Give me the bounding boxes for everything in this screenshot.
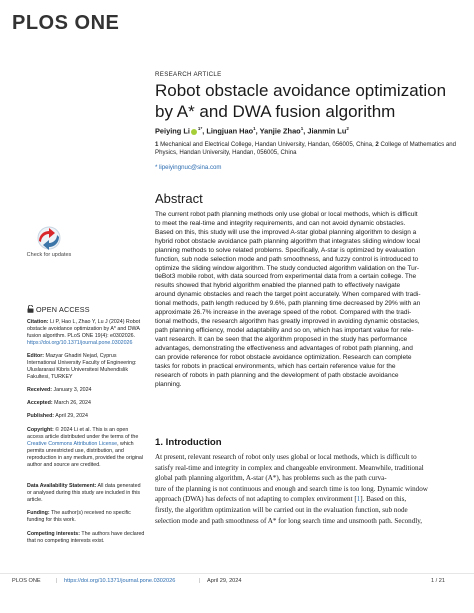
published-block (27, 413, 145, 420)
funding-text: The author(s) received no specific funding for this work. (27, 510, 131, 524)
article-title: Robot obstacle avoidance optimization by A* and DWA fusion algorithm (155, 81, 447, 121)
intro-line (155, 494, 460, 505)
editor-text: Mazyar Ghadiri Nejad, Cyprus International University Faculty of Engineering: Uluslararasi Kibris Universitesi Muhendislik Fakultesi, TURKEY (27, 353, 137, 381)
abstract-line: approximate 26.7% increase in the average speed of the robot. Compared with the tradi- (155, 309, 412, 317)
affiliation-marker: 1 (253, 126, 256, 131)
citation-doi-link[interactable]: https://doi.org/10.1371/journal.pone.0302026 (27, 340, 133, 347)
data-availability-text: All data generated or analysed during this study are included in this article. (27, 483, 141, 504)
abstract-line: tional methods, path length reduced by 9.6%, path planning time decreased by 29% with an (155, 300, 421, 308)
editor-label: Editor: (27, 353, 45, 359)
citation-text: Li P, Hao L, Zhao Y, Lu J (2024) Robot obstacle avoidance optimization by A* and DWA fusion algorithm. PLoS ONE 19(4): e0302026. (27, 319, 141, 340)
author-separator: , (303, 126, 308, 136)
author-name[interactable]: Peiying Li (155, 126, 190, 136)
citation-label: Citation: (27, 319, 49, 325)
check-for-updates-label[interactable]: Check for updates (26, 252, 72, 258)
author-separator: , (202, 126, 207, 136)
abstract-line: tleBot3 mobile robot, with data sourced from experimental data from a certain college. The (155, 273, 417, 281)
abstract-line: planning methods to solve related problems. Specifically, A-star is optimized by evaluation (155, 246, 416, 254)
affiliation-marker: 1 (300, 126, 304, 131)
footer-separator: | (199, 578, 201, 584)
footer-divider (0, 573, 474, 574)
data-availability-block (27, 483, 145, 504)
footer-date: April 29, 2024 (207, 578, 242, 584)
competing-interests-text: The authors have declared that no competing interests exist. (27, 531, 145, 545)
license-link[interactable]: Creative Commons Attribution License (27, 441, 118, 448)
received-block (27, 387, 145, 394)
abstract-line: can provide reference for robot obstacle avoidance optimization. Research can complete (155, 353, 412, 361)
citation-block (27, 319, 145, 347)
abstract-line: hybrid robot obstacle avoidance path planning algorithm that integrates sliding window local (155, 237, 420, 245)
author-separator: , (255, 126, 260, 136)
affiliation-text: College of Mathematics and Physics, Handan University, Handan, 056005, China (155, 141, 457, 157)
competing-interests-label: Competing interests: (27, 531, 80, 537)
orcid-icon[interactable] (191, 129, 197, 135)
introduction-heading: 1. Introduction (155, 437, 222, 448)
footer-journal: PLOS ONE (12, 578, 41, 584)
abstract-line: to meet the real-time and integrity requirements, and can not avoid dynamic obstacles. (155, 219, 406, 227)
published-date: April 29, 2024 (54, 413, 88, 419)
abstract-body (155, 211, 460, 389)
abstract-line: function, sub node selection mode and path smoothness, and fuzzy control is introduced to (155, 255, 419, 263)
open-lock-icon (27, 305, 34, 313)
competing-interests-block (27, 531, 145, 545)
copyright-block (27, 427, 145, 470)
abstract-line: tasks for robots in practical environments, which has certain reference value for the (155, 362, 396, 370)
abstract-line: The current robot path planning methods only use global or local methods, which is difficult (155, 211, 418, 218)
accepted-date: March 26, 2024 (52, 400, 91, 406)
abstract-line: research of robots in path planning and the development of path obstacle avoidance (155, 371, 399, 379)
funding-block (27, 510, 145, 524)
introduction-body (155, 452, 460, 526)
affiliation-marker: 2 (346, 126, 349, 131)
intro-line: selection mode and path smoothness of A* for long search time and unsmooth path. Secondly, (155, 516, 423, 525)
accepted-block (27, 400, 145, 407)
affiliations (155, 141, 460, 158)
copyright-text: © 2024 Li et al. This is an open access article distributed under the terms of the (27, 427, 139, 441)
footer-separator: | (56, 578, 58, 584)
footer-page-number: 1 / 21 (431, 578, 445, 584)
abstract-line: advantages, demonstrating the effectiveness and advantages of robot path planning, and (155, 344, 413, 352)
received-date: January 3, 2024 (52, 387, 92, 393)
intro-line: At present, relevant research of robot only uses global or local methods, which is difficult to (155, 453, 417, 461)
published-label: Published: (27, 413, 55, 419)
abstract-line: vant research. It can be seen that the algorithm proposed in the study has performance (155, 335, 408, 343)
corresponding-marker: * (200, 126, 203, 131)
affiliation-marker: 1 (197, 126, 201, 131)
intro-text: ]. Based on this, (360, 495, 407, 504)
abstract-line: path planning efficiency, model adaptability and so on, which has important value for rele- (155, 326, 414, 334)
author-name[interactable]: Yanjie Zhao (259, 126, 301, 136)
open-access-text: OPEN ACCESS (36, 305, 90, 314)
abstract-line: Based on this, this study will use the improved A-star global planning algorithm to design a (155, 228, 417, 236)
abstract-line: tional methods, the research algorithm has greatly improved in avoiding dynamic obstacles, (155, 318, 420, 326)
intro-line: ture of the planning is not continuous and enough and search time is too long. Dynamic window (155, 484, 428, 493)
footer-doi-link[interactable]: https://doi.org/10.1371/journal.pone.0302026 (64, 578, 176, 584)
data-availability-label: Data Availability Statement: (27, 483, 97, 489)
abstract-line: planning. (155, 380, 182, 388)
accepted-label: Accepted: (27, 400, 53, 406)
received-label: Received: (27, 387, 53, 393)
article-type: RESEARCH ARTICLE (155, 71, 222, 78)
copyright-label: Copyright: (27, 427, 54, 433)
abstract-heading: Abstract (155, 191, 203, 206)
reference-link[interactable]: 1 (356, 495, 361, 504)
intro-line: global path planning algorithm, A-star (A*), has problems such as the path curva- (155, 474, 387, 483)
check-for-updates-icon[interactable] (30, 226, 68, 266)
author-name[interactable]: Lingjuan Hao (206, 126, 254, 136)
copyright-text: , which permits unrestricted use, distribution, and reproduction in any medium, provided the original author and source are credited. (27, 441, 144, 469)
funding-label: Funding: (27, 510, 50, 516)
abstract-line: optimize the sliding window algorithm. The study conducted algorithm validation on the Tur- (155, 264, 420, 272)
abstract-line: results showed that hybrid algorithm enabled the planned path to effectively navigate (155, 282, 401, 290)
affiliation-number: 1 (155, 141, 159, 148)
intro-text: approach (DWA) has defects of not adapting to complex environment [ (155, 495, 357, 504)
author-list (155, 126, 349, 135)
intro-line: firstly, the algorithm optimization will be carried out in the evaluation function, sub node (155, 505, 408, 514)
affiliation-text: Mechanical and Electrical College, Handan University, Handan, 056005, China, (158, 141, 376, 148)
open-access-label (27, 305, 90, 314)
editor-block (27, 353, 145, 381)
corresponding-email-link[interactable]: * lipeiyingnuc@sina.com (155, 164, 222, 171)
affiliation-number: 2 (375, 141, 379, 148)
journal-logo: PLOS ONE (12, 12, 120, 34)
intro-line: satisfy real-time and integrity in complex and changeable environment. Meanwhile, traditional (155, 463, 424, 472)
author-name[interactable]: Jianmin Lu (307, 126, 347, 136)
abstract-line: around dynamic obstacles and reach the target point accurately. When compared with tradi- (155, 291, 421, 299)
